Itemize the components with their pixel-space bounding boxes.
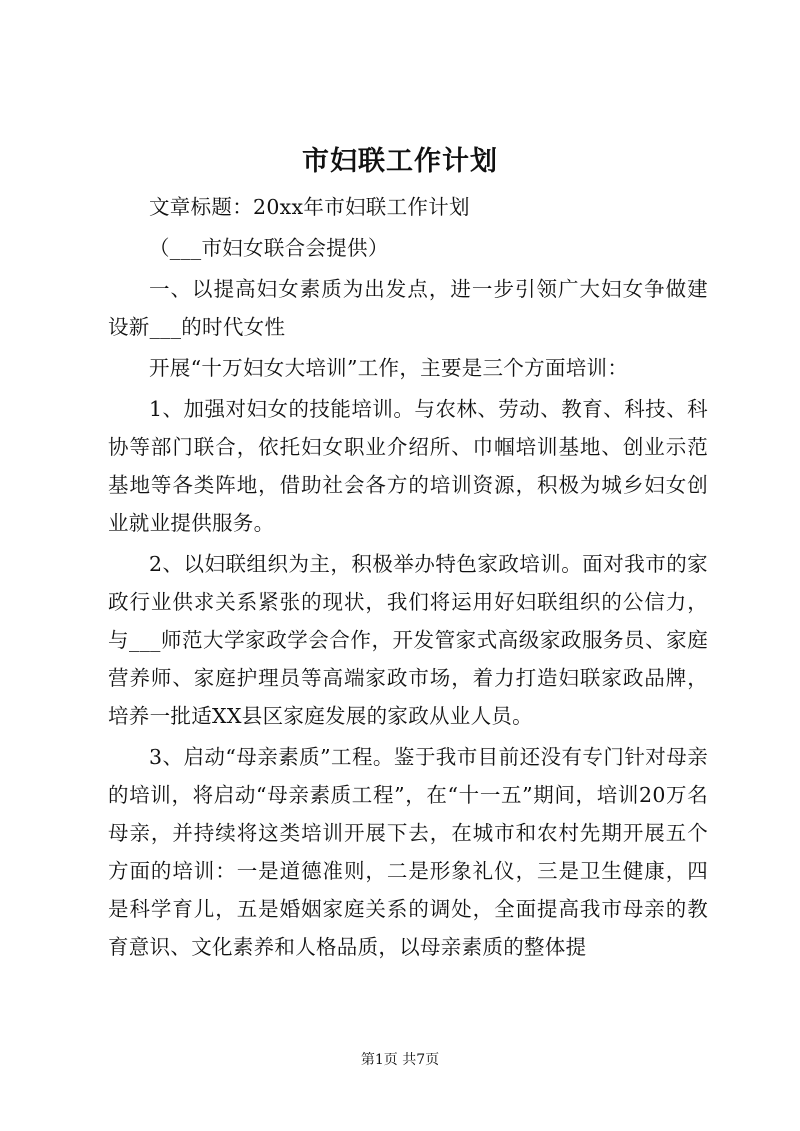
training-item-2: 2、以妇联组织为主，积极举办特色家政培训。面对我市的家政行业供求关系紧张的现状，我们将运用好妇联组织的公信力，与___师范大学家政学会合作，开发管家式高级家政服务员、家庭营养师、家庭护理员等高端家政市场，着力打造妇联家政品牌，培养一批适XX县区家庭发展的家政从业人员。 <box>108 552 708 728</box>
section-heading-1: 一、以提高妇女素质为出发点，进一步引领广大妇女争做建设新___的时代女性 <box>108 277 708 339</box>
document-body <box>108 188 708 969</box>
page-number-footer: 第1页 共7页 <box>360 1052 440 1068</box>
article-heading-line: 文章标题：20xx年市妇联工作计划 <box>149 195 470 219</box>
provider-line: （___市妇女联合会提供） <box>149 236 389 260</box>
training-item-1: 1、加强对妇女的技能培训。与农林、劳动、教育、科技、科协等部门联合，依托妇女职业介绍所、巾帼培训基地、创业示范基地等各类阵地，借助社会各方的培训资源，积极为城乡妇女创业就业提供服务。 <box>108 397 708 535</box>
training-item-3: 3、启动“母亲素质”工程。鉴于我市目前还没有专门针对母亲的培训，将启动“母亲素质工程”，在“十一五”期间，培训20万名母亲，并持续将这类培训开展下去，在城市和农村先期开展五个方面的培训：一是道德准则，二是形象礼仪，三是卫生健康，四是科学育儿，五是婚姻家庭关系的调处，全面提高我市母亲的教育意识、文化素养和人格品质，以母亲素质的整体提 <box>108 745 708 959</box>
document-title: 市妇联工作计划 <box>302 146 498 177</box>
training-intro: 开展“十万妇女大培训”工作，主要是三个方面培训： <box>149 356 629 380</box>
